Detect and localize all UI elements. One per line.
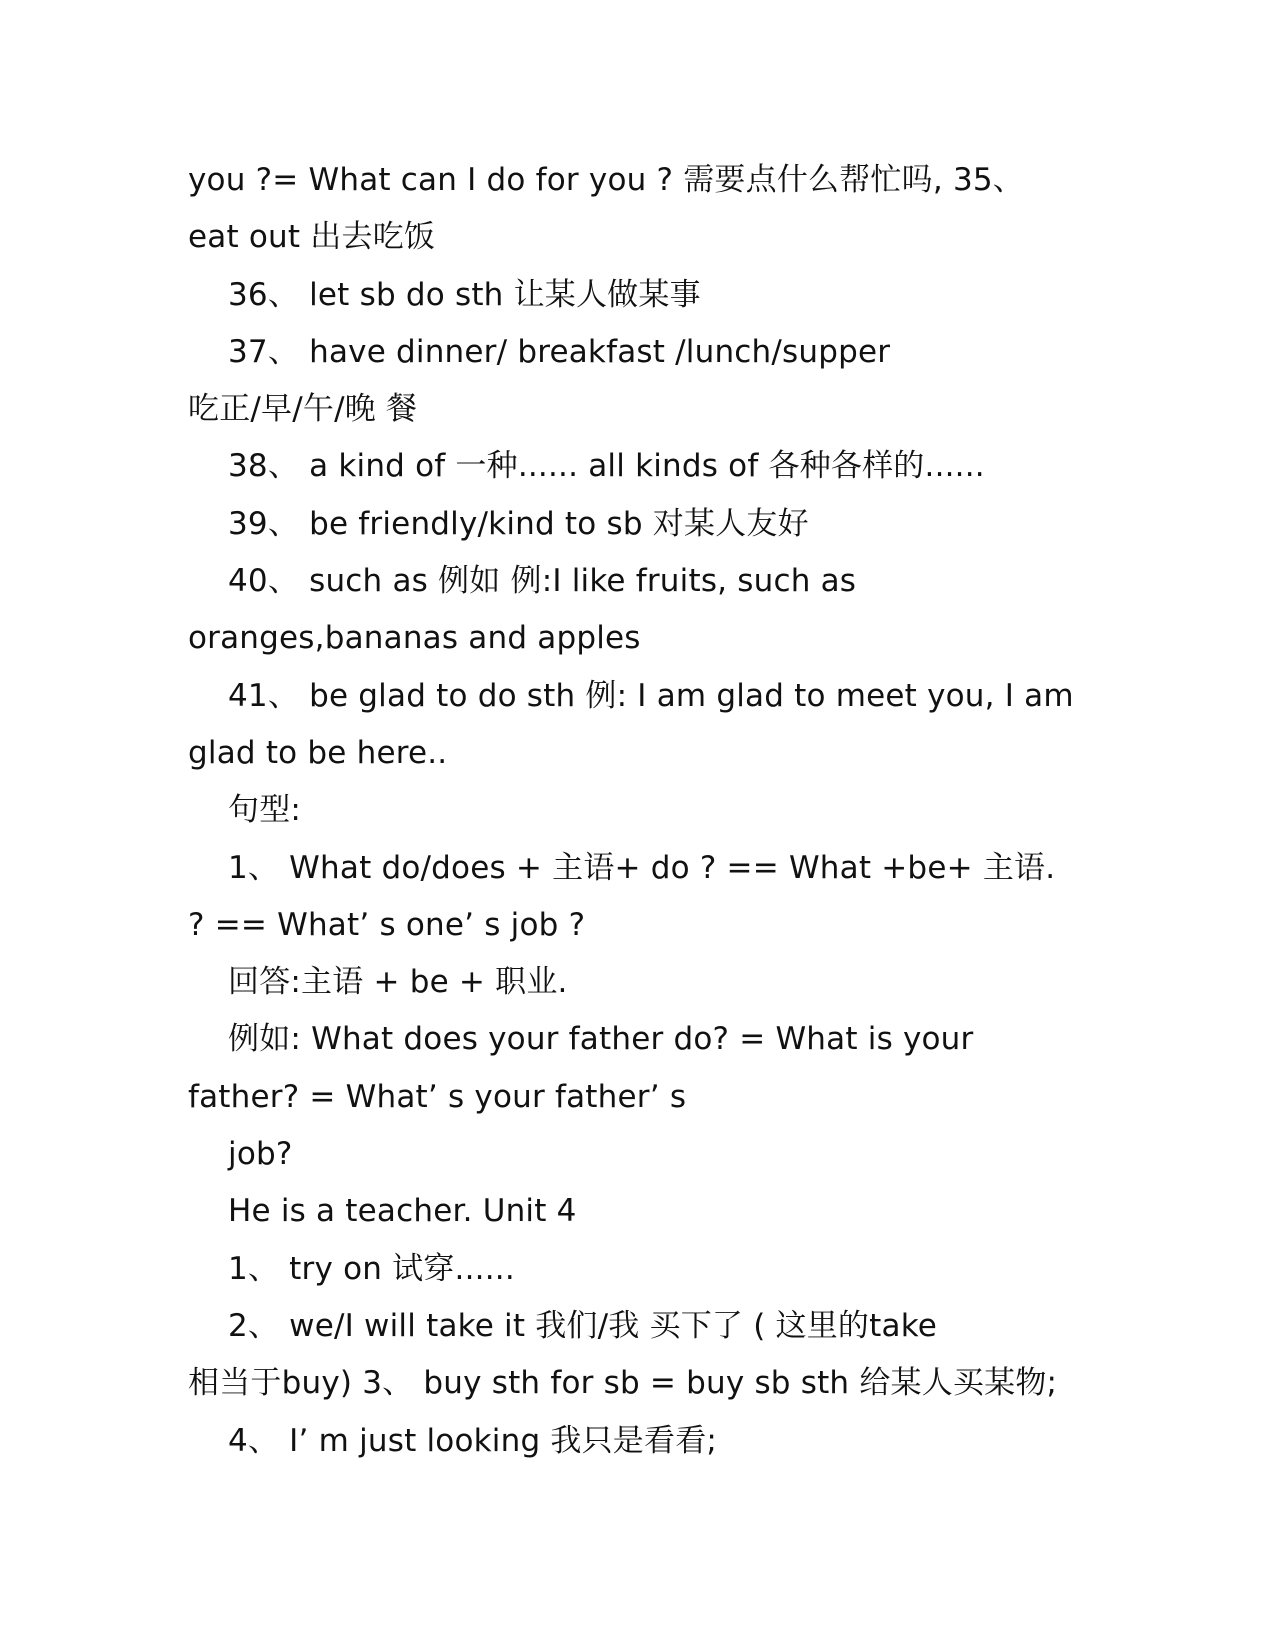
text-line: 相当于buy) 3、 buy sth for sb = buy sb sth 给某人买某物; [188, 1365, 1058, 1402]
text-line: 吃正/早/午/晚 餐 [188, 391, 418, 428]
text-line: you ?= What can I do for you ? 需要点什么帮忙吗, 35、 [188, 162, 1024, 198]
text-line: 36、 let sb do sth 让某人做某事 [228, 276, 701, 313]
text-line: eat out 出去吃饭 [188, 219, 436, 256]
text-line: 例如: What does your father do? = What is your [228, 1021, 974, 1058]
document-body [188, 152, 1088, 1470]
text-line: 4、 I’ m just looking 我只是看看; [228, 1422, 718, 1459]
text-line: He is a teacher. Unit 4 [228, 1193, 577, 1230]
text-line: 1、 What do/does + 主语+ do ? == What +be+ 主语. [228, 849, 1056, 886]
text-line: 38、 a kind of 一种...... all kinds of 各种各样的...... [228, 448, 985, 485]
text-line: glad to be here.. [188, 734, 448, 771]
text-line: 37、 have dinner/ breakfast /lunch/supper [228, 333, 891, 370]
text-line: job? [228, 1136, 293, 1173]
text-line: 回答:主语 + be + 职业. [228, 964, 568, 1001]
text-line: 1、 try on 试穿...... [228, 1250, 515, 1287]
text-line: father? = What’ s your father’ s [188, 1078, 687, 1115]
text-line: 39、 be friendly/kind to sb 对某人友好 [228, 505, 809, 542]
text-line: 41、 be glad to do sth 例: I am glad to meet you, I am [228, 677, 1074, 714]
text-line: 40、 such as 例如 例:I like fruits, such as [228, 563, 857, 600]
text-line: oranges,bananas and apples [188, 620, 641, 657]
text-line: ? == What’ s one’ s job ? [188, 906, 586, 943]
text-line: 2、 we/I will take it 我们/我 买下了 ( 这里的take [228, 1307, 938, 1344]
section-heading: 句型: [228, 792, 302, 829]
